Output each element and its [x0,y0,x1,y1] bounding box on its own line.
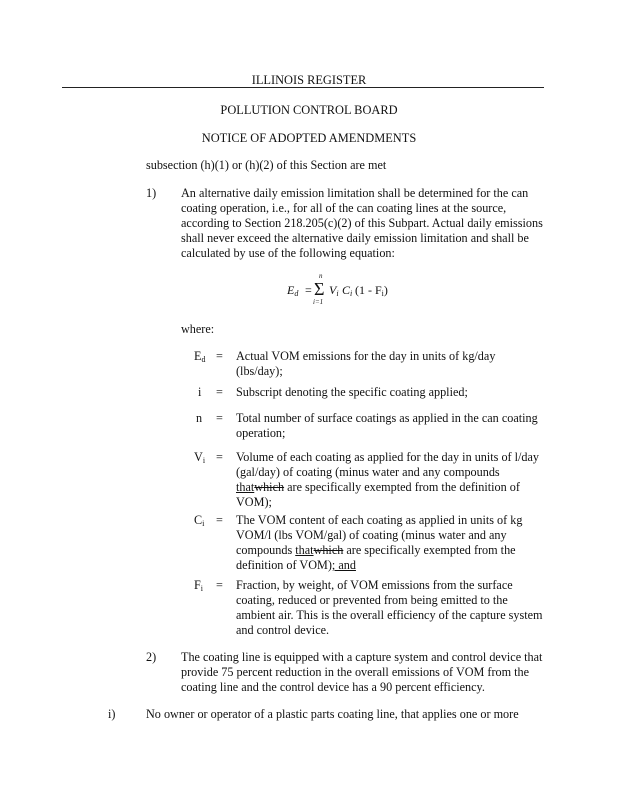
def-n-line-1: Total number of surface coatings as applied in the can coating [236,411,538,425]
def-symbol-ci: $C_i$ [194,513,205,528]
item1-line-5: calculated by use of the following equation: [181,246,395,260]
def-i-line-1: Subscript denoting the specific coating applied; [236,385,468,399]
eq-lower-limit: i=1 [313,298,324,306]
item1-line-2: coating operation, i.e., for all of the can coating lines at the source, [181,201,507,215]
inserted-text: that [295,543,314,557]
eq-equals: = [305,283,312,297]
def-vi-line-4: VOM); [236,495,272,509]
def-equals-ed: = [216,349,223,363]
def-vi-line-1: Volume of each coating as applied for the day in units of l/day [236,450,540,464]
def-symbol-vi: $V_i$ [194,450,206,465]
item2-line-2: provide 75 percent reduction in the overall emissions of VOM from the [181,665,530,679]
item2-line-3: coating line and the control device has a 90 percent efficiency. [181,680,485,694]
def-equals-ci: = [216,513,223,527]
def-fi-line-3: ambient air. This is the overall efficiency of the capture system [236,608,543,622]
def-symbol-n: n [196,411,203,425]
register-title: ILLINOIS REGISTER [251,73,367,87]
deleted-text: which [313,543,344,557]
item1-line-1: An alternative daily emission limitation shall be determined for the can [181,186,529,200]
def-ed-line-1: Actual VOM emissions for the day in units of kg/day [236,349,496,363]
def-ci-line-1: The VOM content of each coating as applied in units of kg [236,513,523,527]
eq-upper-limit: n [319,272,323,280]
item-i-line-1: No owner or operator of a plastic parts coating line, that applies one or more [146,707,519,721]
def-symbol-fi: $F_i$ [194,578,204,593]
def-ci-line-3: compounds thatwhich are specifically exempted from the [236,543,516,557]
def-equals-fi: = [216,578,223,592]
intro-line: subsection (h)(1) or (h)(2) of this Section are met [146,158,387,172]
eq-lhs: $E_d$ [287,283,299,298]
notice-title: NOTICE OF ADOPTED AMENDMENTS [201,131,417,145]
def-vi-line-2: (gal/day) of coating (minus water and any compounds [236,465,500,479]
where-label: where: [181,322,215,336]
def-n-line-2: operation; [236,426,286,440]
item1-number: 1) [146,186,157,200]
eq-v: $V_i$ [329,283,339,298]
inserted-text: that [236,480,255,494]
item1-line-3: according to Section 218.205(c)(2) of this Subpart. Actual daily emissions [181,216,543,230]
def-ci-line-4: definition of VOM); and [236,558,356,572]
item1-line-4: shall never exceed the alternative daily emission limitation and shall be [181,231,529,245]
def-ci-line-2: VOM/l (lbs VOM/gal) of coating (minus water and any [236,528,507,542]
eq-c: $C_i$ [342,283,353,298]
board-title: POLLUTION CONTROL BOARD [220,103,398,117]
def-symbol-ed: $E_d$ [194,349,206,364]
def-fi-line-4: and control device. [236,623,330,637]
def-vi-line-3: thatwhich are specifically exempted from the definition of [236,480,520,494]
inserted-text: ; and [331,558,356,572]
item-i-number: i) [108,707,116,721]
def-equals-vi: = [216,450,223,464]
eq-sigma: Σ [314,279,325,299]
def-equals-n: = [216,411,223,425]
def-fi-line-2: coating, reduced or prevented from being emitted to the [236,593,508,607]
item2-line-1: The coating line is equipped with a capture system and control device that [181,650,543,664]
def-fi-line-1: Fraction, by weight, of VOM emissions from the surface [236,578,513,592]
def-symbol-i: i [198,385,202,399]
eq-paren: $(1 - F_i)$ [355,283,388,298]
def-equals-i: = [216,385,223,399]
def-ed-line-2: (lbs/day); [236,364,283,378]
item2-number: 2) [146,650,157,664]
deleted-text: which [254,480,285,494]
